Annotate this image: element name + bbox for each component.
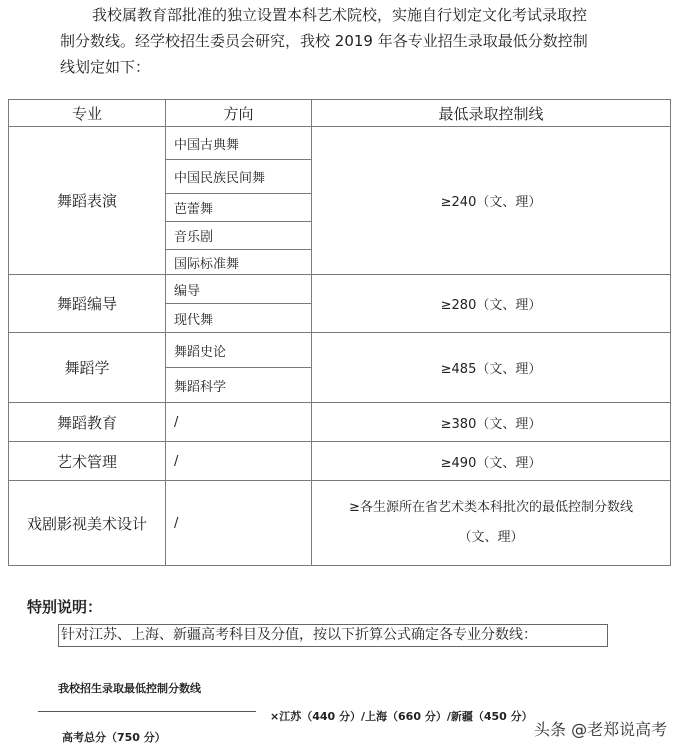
table-row <box>9 481 671 566</box>
score-cell: ≥490（文、理） <box>312 442 671 481</box>
header-major: 专业 <box>9 100 166 127</box>
formula-fraction-line <box>38 711 256 712</box>
score-cell: ≥485（文、理） <box>312 333 671 403</box>
score-cell: ≥380（文、理） <box>312 403 671 442</box>
direction-cell: 音乐剧 <box>166 222 312 250</box>
score-cell: ≥280（文、理） <box>312 275 671 333</box>
table-row <box>9 442 671 481</box>
special-note-box: 针对江苏、上海、新疆高考科目及分值，按以下折算公式确定各专业分数线： <box>58 624 608 647</box>
direction-cell: 国际标准舞 <box>166 250 312 275</box>
major-cell: 舞蹈表演 <box>9 127 166 275</box>
intro-line-2: 制分数线。经学校招生委员会研究，我校 2019 年各专业招生录取最低分数控制 <box>60 32 588 50</box>
table-row <box>9 275 671 304</box>
major-cell: 艺术管理 <box>9 442 166 481</box>
table-header-row <box>9 100 671 127</box>
direction-cell: / <box>166 481 312 566</box>
major-cell: 舞蹈编导 <box>9 275 166 333</box>
table-row <box>9 403 671 442</box>
score-table <box>8 99 671 566</box>
intro-paragraph <box>60 2 670 80</box>
direction-cell: 舞蹈史论 <box>166 333 312 368</box>
intro-line-3: 线划定如下： <box>60 58 151 76</box>
header-min-score: 最低录取控制线 <box>312 100 671 127</box>
major-cell: 舞蹈学 <box>9 333 166 403</box>
direction-cell: / <box>166 403 312 442</box>
formula-multiplier: ×江苏（440 分）/上海（660 分）/新疆（450 分） <box>270 710 533 723</box>
intro-line-1: 我校属教育部批准的独立设置本科艺术院校，实施自行划定文化考试录取控 <box>92 6 588 24</box>
direction-cell: 中国民族民间舞 <box>166 160 312 194</box>
direction-cell: 芭蕾舞 <box>166 194 312 222</box>
direction-cell: 中国古典舞 <box>166 127 312 160</box>
score-line-2: （文、理） <box>458 530 524 545</box>
watermark: 头条 @老郑说高考 <box>534 720 668 739</box>
formula-denominator: 高考总分（750 分） <box>62 731 166 744</box>
formula-numerator: 我校招生录取最低控制分数线 <box>58 682 201 695</box>
direction-cell: 编导 <box>166 275 312 304</box>
score-cell <box>312 481 671 566</box>
header-direction: 方向 <box>166 100 312 127</box>
major-cell: 戏剧影视美术设计 <box>9 481 166 566</box>
direction-cell: / <box>166 442 312 481</box>
major-cell: 舞蹈教育 <box>9 403 166 442</box>
direction-cell: 现代舞 <box>166 304 312 333</box>
direction-cell: 舞蹈科学 <box>166 368 312 403</box>
score-cell: ≥240（文、理） <box>312 127 671 275</box>
special-note-title: 特别说明： <box>27 598 103 616</box>
score-line-1: ≥各生源所在省艺术类本科批次的最低控制分数线 <box>349 500 633 515</box>
table-row <box>9 333 671 368</box>
table-row <box>9 127 671 160</box>
